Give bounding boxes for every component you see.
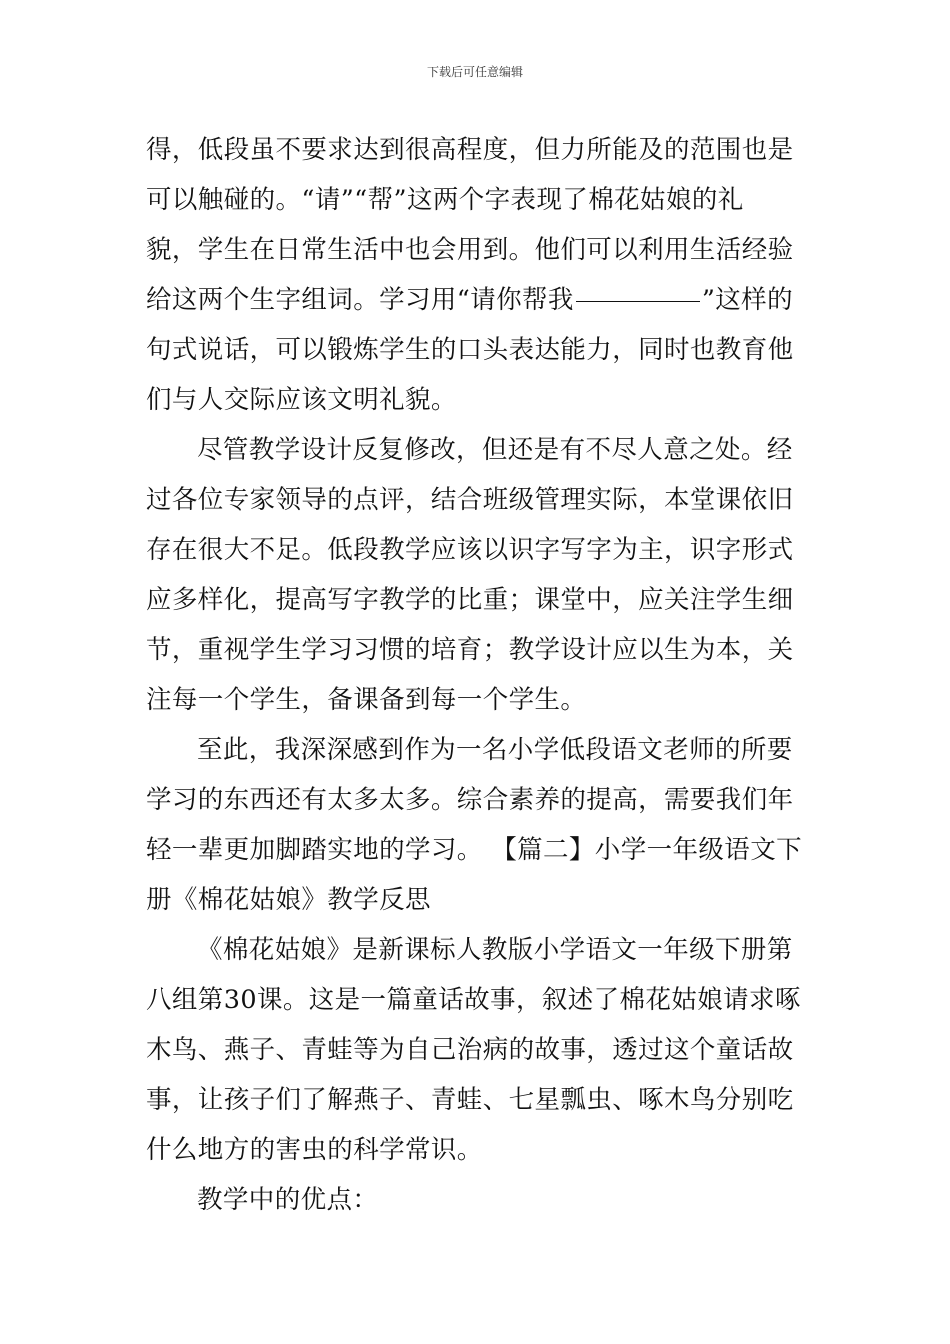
text-line: 句式说话，可以锻炼学生的口头表达能力，同时也教育他 [146, 335, 794, 365]
text-line: 册《棉花姑娘》教学反思 [146, 885, 431, 915]
text-line: 尽管教学设计反复修改，但还是有不尽人意之处。经 [197, 435, 793, 465]
text-line: 学习的东西还有太多太多。综合素养的提高，需要我们年 [146, 785, 794, 815]
paragraph-5 [146, 1175, 806, 1225]
paragraph-3 [146, 725, 806, 925]
paragraph-1 [146, 125, 806, 425]
text-segment: 给这两个生字组词。学习用“请你帮我 [146, 285, 574, 315]
text-line: 注每一个学生，备课备到每一个学生。 [146, 685, 587, 715]
text-line: 八组第30课。这是一篇童话故事，叙述了棉花姑娘请求啄 [146, 985, 801, 1015]
text-line: 存在很大不足。低段教学应该以识字写字为主，识字形式 [146, 535, 794, 565]
text-line: 节，重视学生学习习惯的培育；教学设计应以生为本，关 [146, 635, 794, 665]
text-line: 过各位专家领导的点评，结合班级管理实际，本堂课依旧 [146, 485, 794, 515]
page-header: 下载后可任意编辑 [426, 65, 523, 79]
fill-in-blank [576, 301, 700, 302]
text-line: 可以触碰的。“请”“帮”这两个字表现了棉花姑娘的礼 [146, 185, 744, 215]
text-line: 轻一辈更加脚踏实地的学习。 【篇二】小学一年级语文下 [146, 835, 803, 865]
text-line: 什么地方的害虫的科学常识。 [146, 1135, 483, 1165]
text-line: 木鸟、燕子、青蛙等为自己治病的故事，透过这个童话故 [146, 1035, 794, 1065]
text-segment: ”这样的 [701, 285, 793, 315]
text-line: 《棉花姑娘》是新课标人教版小学语文一年级下册第 [197, 935, 793, 965]
paragraph-4 [146, 925, 806, 1175]
paragraph-2 [146, 425, 806, 725]
text-line: 们与人交际应该文明礼貌。 [146, 385, 457, 415]
text-line: 貌，学生在日常生活中也会用到。他们可以利用生活经验 [146, 235, 794, 265]
text-line: 得，低段虽不要求达到很高程度，但力所能及的范围也是 [146, 135, 794, 165]
text-line: 至此，我深深感到作为一名小学低段语文老师的所要 [197, 735, 793, 765]
text-line: 教学中的优点： [197, 1185, 379, 1215]
document-body [146, 125, 806, 1225]
text-line-with-blank [146, 275, 806, 325]
text-line: 事，让孩子们了解燕子、青蛙、七星瓢虫、啄木鸟分别吃 [146, 1085, 794, 1115]
text-line: 应多样化，提高写字教学的比重；课堂中，应关注学生细 [146, 585, 794, 615]
